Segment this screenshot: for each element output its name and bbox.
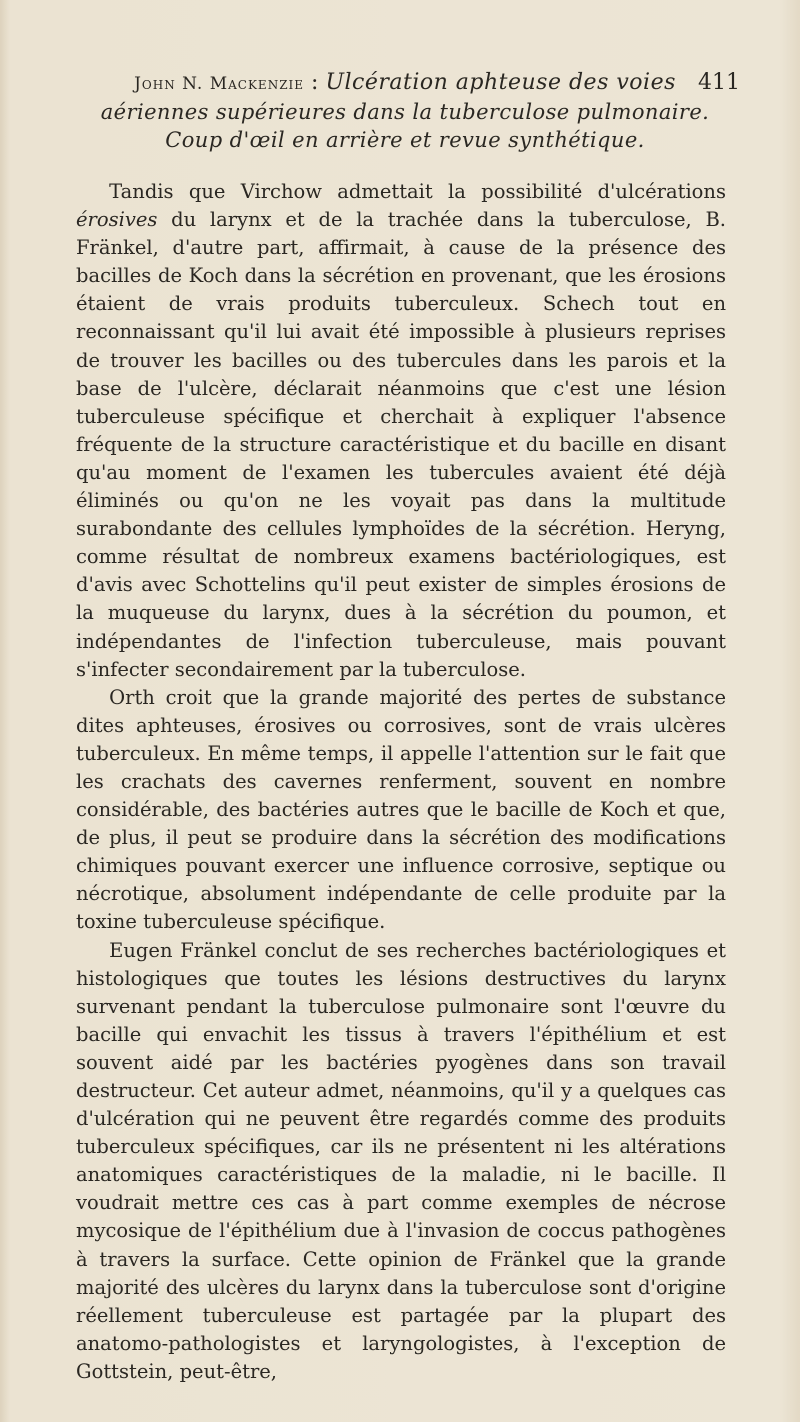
header-title-part-2: aériennes supérieures dans la tuberculose pulmonaire. [100,100,710,124]
header-title-part-1: Ulcération aphteuse des voies [325,70,676,95]
header-separator: : [304,70,326,95]
paragraph-1-intro: Tandis que Virchow admettait la possibilité d'ulcérations [109,180,726,203]
paragraph-1 [76,178,726,684]
page-number: 411 [698,70,740,95]
header-author: John N. Mackenzie [134,74,305,94]
body-text [76,178,726,1386]
header-line-1 [70,68,740,98]
paragraph-3: Eugen Fränkel conclut de ses recherches bactériologiques et histologiques que toutes les lésions destructives du larynx survenant pendant la tuberculose pulmonaire sont l'œuvre du bacille qui envachit les tissus à travers l'épithélium et est souvent aidé par les bactéries pyogènes dans son travail destructeur. Cet auteur admet, néanmoins, qu'il y a quelques cas d'ulcération qui ne peuvent être regardés comme des produits tuberculeux spécifiques, car ils ne présentent ni les altérations anatomiques caractéristiques de la maladie, ni le bacille. Il voudrait mettre ces cas à part comme exemples de nécrose mycosique de l'épithélium due à l'invasion de coccus pathogènes à travers la surface. Cette opinion de Fränkel que la grande majorité des ulcères du larynx dans la tuberculose sont d'origine réellement tuberculeuse est partagée par la plupart des anatomo-pathologistes et laryngologistes, à l'exception de Gottstein, peut-être, [76,938,726,1383]
paragraph-1-emphasis: érosives [76,208,158,232]
paragraph-2: Orth croit que la grande majorité des pertes de substance dites aphteuses, érosives ou corrosives, sont de vrais ulcères tuberculeux. En même temps, il appelle l'attention sur le fait que les crachats des cavernes renferment, souvent en nombre considérable, des bactéries autres que le bacille de Koch et que, de plus, il peut se produire dans la sécrétion des modifications chimiques pouvant exercer une influence corrosive, septique ou nécrotique, absolument indépendante de celle produite par la toxine tuberculeuse spécifique. [76,685,726,934]
header-title-part-3: Coup d'œil en arrière et revue synthétique. [165,128,645,152]
running-header [70,68,740,154]
paragraph-1-text: du larynx et de la trachée dans la tuberculose, B. Fränkel, d'autre part, affirmait, à cause de la présence des bacilles de Koch dans la sécrétion en provenant, que les érosions étaient de vrais produits tuberculeux. Schech tout en reconnaissant qu'il lui avait été impossible à plusieurs reprises de trouver les bacilles ou des tubercules dans les parois et la base de l'ulcère, déclarait néanmoins que c'est une lésion tuberculeuse spécifique et cherchait à expliquer l'absence fréquente de la structure caractéristique et du bacille en disant qu'au moment de l'examen les tubercules avaient été déjà éliminés ou qu'on ne les voyait pas dans la multitude surabondante des cellules lymphoïdes de la sécrétion. Heryng, comme résultat de nombreux examens bactériologiques, est d'avis avec Schottelins qu'il peut exister de simples érosions de la muqueuse du larynx, dues à la sécrétion du poumon, et indépendantes de l'infection tuberculeuse, mais pouvant s'infecter secondairement par la tuberculose. [76,208,726,681]
